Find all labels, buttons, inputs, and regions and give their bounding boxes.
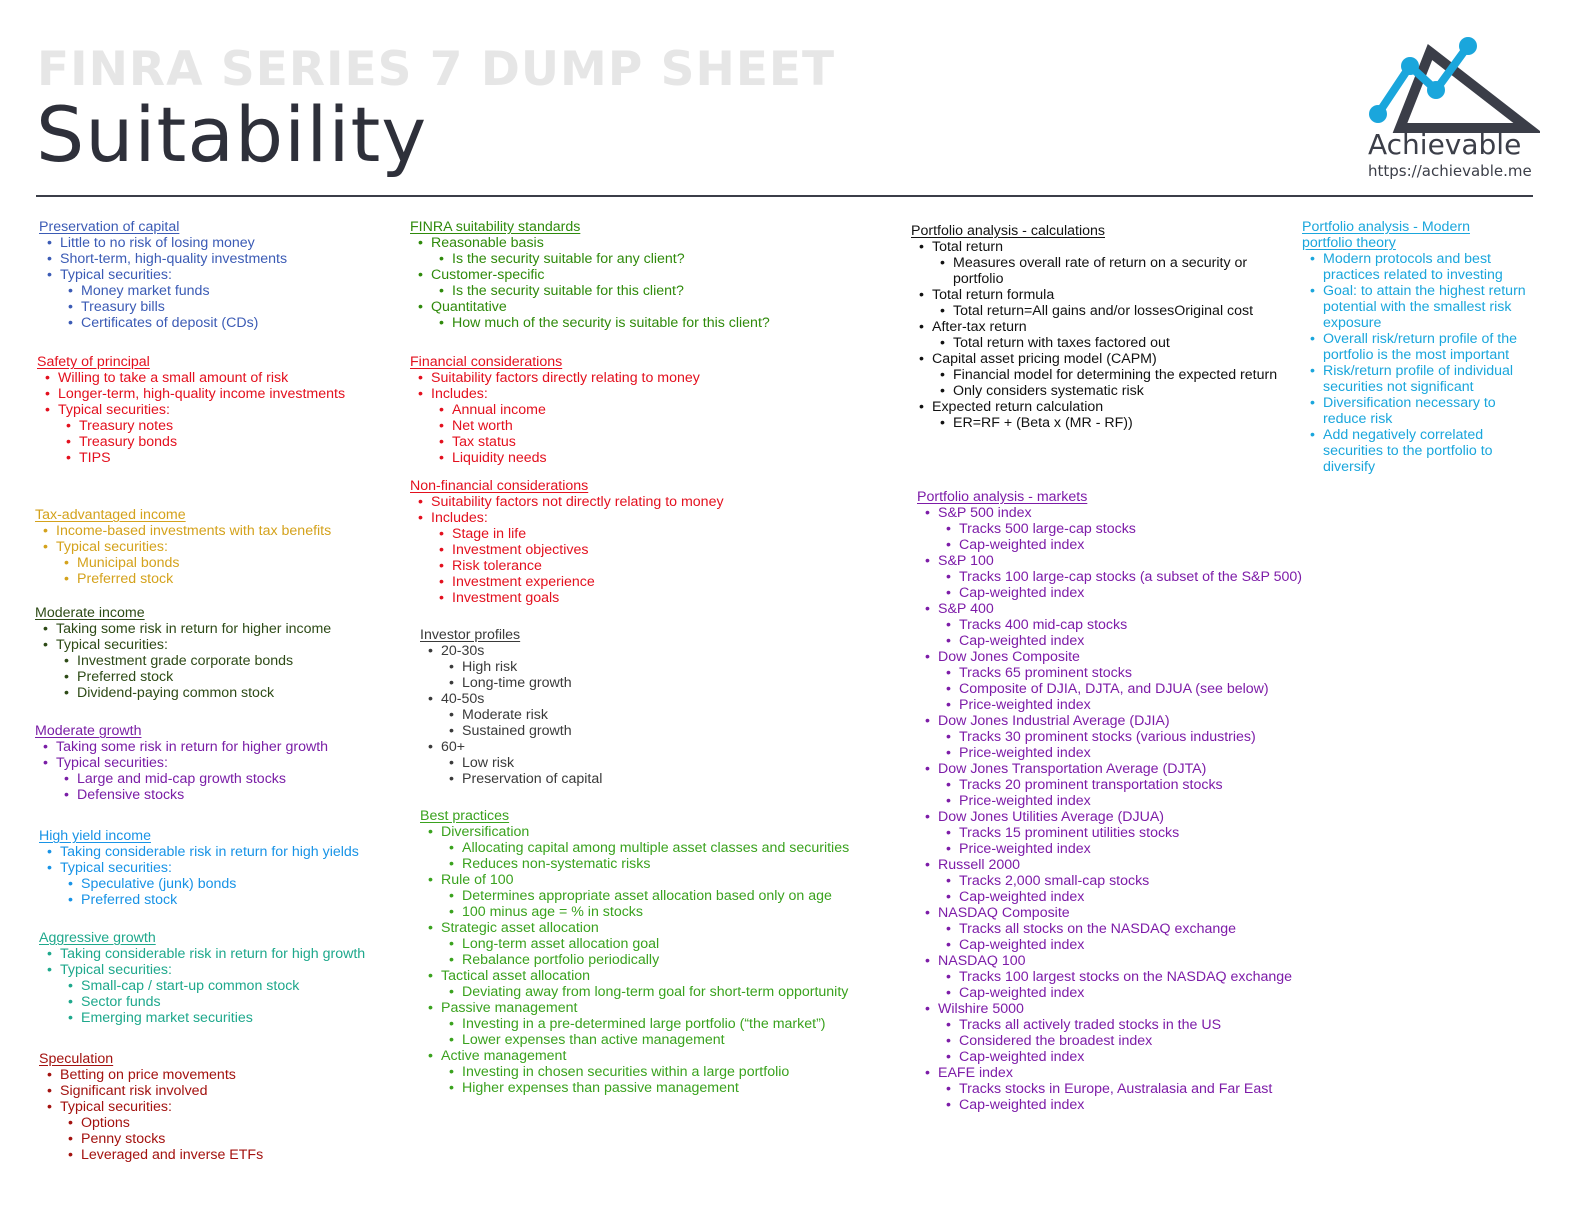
section-title: Safety of principal [37,354,150,370]
section-financial [410,354,700,466]
section-modern-portfolio-theory [1302,219,1537,475]
list-subitem: • Preservation of capital [420,771,602,787]
list-subitem: • Investing in chosen securities within a large portfolio [420,1064,849,1080]
list-item: • Longer-term, high-quality income investments [37,386,345,402]
list-item: • Typical securities: [39,1099,263,1115]
list-subitem: • Tracks 2,000 small-cap stocks [917,873,1302,889]
list-subitem: • Considered the broadest index [917,1033,1302,1049]
list-subitem: • Treasury bills [39,299,287,315]
list-item: • EAFE index [917,1065,1302,1081]
list-item: • Typical securities: [35,539,331,555]
section-title: Investor profiles [420,627,521,643]
sheet-super-title: FINRA SERIES 7 DUMP SHEET [37,42,836,97]
logo-triangle [1400,52,1528,128]
list-item: • Active management [420,1048,849,1064]
list-subitem: • Total return with taxes factored out [911,335,1291,351]
list-subitem: • Treasury notes [37,418,345,434]
list-item: • Customer-specific [410,267,770,283]
list-item: • Passive management [420,1000,849,1016]
section-title: High yield income [39,828,151,844]
list-item: • S&P 500 index [917,505,1302,521]
section-title: Non-financial considerations [410,478,589,494]
header-divider [36,195,1533,197]
list-item: • Quantitative [410,299,770,315]
list-item: • Little to no risk of losing money [39,235,287,251]
section-title: Aggressive growth [39,930,156,946]
section-high-yield [39,828,359,908]
list-subitem: • Large and mid-cap growth stocks [35,771,328,787]
list-subitem: • Investing in a pre-determined large portfolio (“the market”) [420,1016,849,1032]
list-item: • Willing to take a small amount of risk [37,370,345,386]
list-subitem: • Rebalance portfolio periodically [420,952,849,968]
list-item: • Russell 2000 [917,857,1302,873]
list-subitem: • Net worth [410,418,700,434]
list-item: • Overall risk/return profile of the portfolio is the most important [1302,331,1537,363]
section-title: Moderate income [35,605,145,621]
logo-dot-3 [1427,81,1445,99]
list-subitem: • Cap-weighted index [917,1049,1302,1065]
list-subitem: • 100 minus age = % in stocks [420,904,849,920]
list-item: • S&P 400 [917,601,1302,617]
list-subitem: • TIPS [37,450,345,466]
list-item: • 60+ [420,739,602,755]
list-item: • Goal: to attain the highest return potential with the smallest risk exposure [1302,283,1537,331]
logo-dot-2 [1401,57,1419,75]
list-subitem: • Penny stocks [39,1131,263,1147]
list-subitem: • Tracks 30 prominent stocks (various industries) [917,729,1302,745]
list-subitem: • Sector funds [39,994,365,1010]
list-item: • Taking some risk in return for higher growth [35,739,328,755]
list-subitem: • Long-term asset allocation goal [420,936,849,952]
list-subitem: • Tracks 20 prominent transportation stocks [917,777,1302,793]
list-item: • Typical securities: [39,860,359,876]
list-item: • Significant risk involved [39,1083,263,1099]
section-finra-standards [410,219,770,331]
logo-dot-4 [1459,37,1477,55]
list-subitem: • Tracks stocks in Europe, Australasia and Far East [917,1081,1302,1097]
section-tax-advantaged [35,507,331,587]
logo-dot-1 [1369,105,1387,123]
list-item: • Suitability factors not directly relating to money [410,494,724,510]
list-item: • Total return [911,239,1291,255]
section-aggressive-growth [39,930,365,1026]
list-subitem: • Defensive stocks [35,787,328,803]
logo-name: Achievable [1368,128,1522,161]
section-title: Portfolio analysis - calculations [911,223,1105,239]
list-item: • Typical securities: [37,402,345,418]
list-subitem: • Allocating capital among multiple asset classes and securities [420,840,849,856]
list-subitem: • Municipal bonds [35,555,331,571]
section-moderate-income [35,605,331,701]
list-subitem: • Only considers systematic risk [911,383,1291,399]
list-subitem: • Determines appropriate asset allocation based only on age [420,888,849,904]
list-subitem: • Is the security suitable for this client? [410,283,770,299]
list-subitem: • ER=RF + (Beta x (MR - RF)) [911,415,1291,431]
list-item: • After-tax return [911,319,1291,335]
list-subitem: • Money market funds [39,283,287,299]
list-subitem: • Treasury bonds [37,434,345,450]
section-speculation [39,1051,263,1163]
section-safety [37,354,345,466]
list-item: • Rule of 100 [420,872,849,888]
list-subitem: • Moderate risk [420,707,602,723]
list-subitem: • Long-time growth [420,675,602,691]
list-item: • Risk/return profile of individual securities not significant [1302,363,1537,395]
list-item: • Modern protocols and best practices related to investing [1302,251,1537,283]
list-subitem: • Total return=All gains and/or lossesOriginal cost [911,303,1291,319]
list-item: • Income-based investments with tax benefits [35,523,331,539]
section-moderate-growth [35,723,328,803]
list-subitem: • Tracks 100 largest stocks on the NASDAQ exchange [917,969,1302,985]
list-subitem: • Composite of DJIA, DJTA, and DJUA (see below) [917,681,1302,697]
section-calculations [911,223,1291,431]
list-item: • Diversification necessary to reduce risk [1302,395,1537,427]
list-subitem: • High risk [420,659,602,675]
list-item: • Taking considerable risk in return for high growth [39,946,365,962]
list-subitem: • Annual income [410,402,700,418]
list-item: • Suitability factors directly relating to money [410,370,700,386]
list-item: • Dow Jones Industrial Average (DJIA) [917,713,1302,729]
list-subitem: • Investment goals [410,590,724,606]
list-item: • Dow Jones Utilities Average (DJUA) [917,809,1302,825]
list-subitem: • Cap-weighted index [917,985,1302,1001]
section-investor-profiles [420,627,602,787]
list-subitem: • Tracks 100 large-cap stocks (a subset of the S&P 500) [917,569,1302,585]
list-subitem: • Certificates of deposit (CDs) [39,315,287,331]
list-item: • Diversification [420,824,849,840]
section-title: FINRA suitability standards [410,219,581,235]
list-subitem: • Tracks 15 prominent utilities stocks [917,825,1302,841]
list-item: • Tactical asset allocation [420,968,849,984]
list-subitem: • Reduces non-systematic risks [420,856,849,872]
list-item: • Taking considerable risk in return for high yields [39,844,359,860]
list-item: • Short-term, high-quality investments [39,251,287,267]
section-title: Portfolio analysis - markets [917,489,1088,505]
section-title: Moderate growth [35,723,142,739]
list-subitem: • Cap-weighted index [917,537,1302,553]
list-subitem: • Is the security suitable for any client? [410,251,770,267]
section-title: Preservation of capital [39,219,180,235]
list-subitem: • Measures overall rate of return on a security or portfolio [911,255,1273,287]
list-subitem: • Dividend-paying common stock [35,685,331,701]
list-item: • Wilshire 5000 [917,1001,1302,1017]
list-subitem: • Preferred stock [39,892,359,908]
section-non-financial [410,478,724,606]
list-item: • Add negatively correlated securities to the portfolio to diversify [1302,427,1537,475]
list-subitem: • Preferred stock [35,571,331,587]
list-subitem: • Options [39,1115,263,1131]
list-subitem: • Deviating away from long-term goal for short-term opportunity [420,984,849,1000]
section-title: Tax-advantaged income [35,507,186,523]
list-item: • Includes: [410,386,700,402]
list-item: • Typical securities: [35,637,331,653]
section-markets [917,489,1302,1113]
list-subitem: • Tracks all stocks on the NASDAQ exchange [917,921,1302,937]
list-subitem: • Cap-weighted index [917,889,1302,905]
list-subitem: • Leveraged and inverse ETFs [39,1147,263,1163]
list-subitem: • Speculative (junk) bonds [39,876,359,892]
list-subitem: • Low risk [420,755,602,771]
list-subitem: • Stage in life [410,526,724,542]
list-item: • S&P 100 [917,553,1302,569]
list-subitem: • Investment experience [410,574,724,590]
list-subitem: • Sustained growth [420,723,602,739]
list-subitem: • Price-weighted index [917,697,1302,713]
list-item: • Expected return calculation [911,399,1291,415]
page-title: Suitability [36,90,428,179]
list-subitem: • Cap-weighted index [917,633,1302,649]
section-title: Speculation [39,1051,114,1067]
list-subitem: • Price-weighted index [917,745,1302,761]
list-item: • Total return formula [911,287,1291,303]
list-subitem: • Cap-weighted index [917,1097,1302,1113]
section-title: Financial considerations [410,354,563,370]
list-item: • Taking some risk in return for higher income [35,621,331,637]
list-item: • Includes: [410,510,724,526]
list-subitem: • Tracks 65 prominent stocks [917,665,1302,681]
list-item: • NASDAQ Composite [917,905,1302,921]
list-item: • Typical securities: [39,267,287,283]
list-item: • Strategic asset allocation [420,920,849,936]
list-item: • Dow Jones Transportation Average (DJTA) [917,761,1302,777]
section-best-practices [420,808,849,1096]
list-subitem: • Investment objectives [410,542,724,558]
list-item: • Betting on price movements [39,1067,263,1083]
list-subitem: • Investment grade corporate bonds [35,653,331,669]
list-subitem: • Higher expenses than passive management [420,1080,849,1096]
list-item: • Dow Jones Composite [917,649,1302,665]
section-preservation [39,219,287,331]
section-title: Portfolio analysis - Modern portfolio theory [1302,219,1470,251]
list-item: • Reasonable basis [410,235,770,251]
list-subitem: • How much of the security is suitable for this client? [410,315,770,331]
list-item: • 20-30s [420,643,602,659]
list-subitem: • Financial model for determining the expected return [911,367,1291,383]
list-subitem: • Emerging market securities [39,1010,365,1026]
list-subitem: • Price-weighted index [917,793,1302,809]
list-subitem: • Tracks 500 large-cap stocks [917,521,1302,537]
list-item: • NASDAQ 100 [917,953,1302,969]
list-item: • Typical securities: [35,755,328,771]
list-subitem: • Small-cap / start-up common stock [39,978,365,994]
list-subitem: • Risk tolerance [410,558,724,574]
section-title: Best practices [420,808,510,824]
list-subitem: • Price-weighted index [917,841,1302,857]
list-subitem: • Tracks 400 mid-cap stocks [917,617,1302,633]
list-item: • Typical securities: [39,962,365,978]
list-subitem: • Cap-weighted index [917,585,1302,601]
list-subitem: • Tracks all actively traded stocks in the US [917,1017,1302,1033]
list-subitem: • Liquidity needs [410,450,700,466]
logo-url: https://achievable.me [1368,162,1532,180]
list-item: • 40-50s [420,691,602,707]
list-subitem: • Tax status [410,434,700,450]
list-subitem: • Preferred stock [35,669,331,685]
list-subitem: • Lower expenses than active management [420,1032,849,1048]
list-item: • Capital asset pricing model (CAPM) [911,351,1291,367]
list-subitem: • Cap-weighted index [917,937,1302,953]
